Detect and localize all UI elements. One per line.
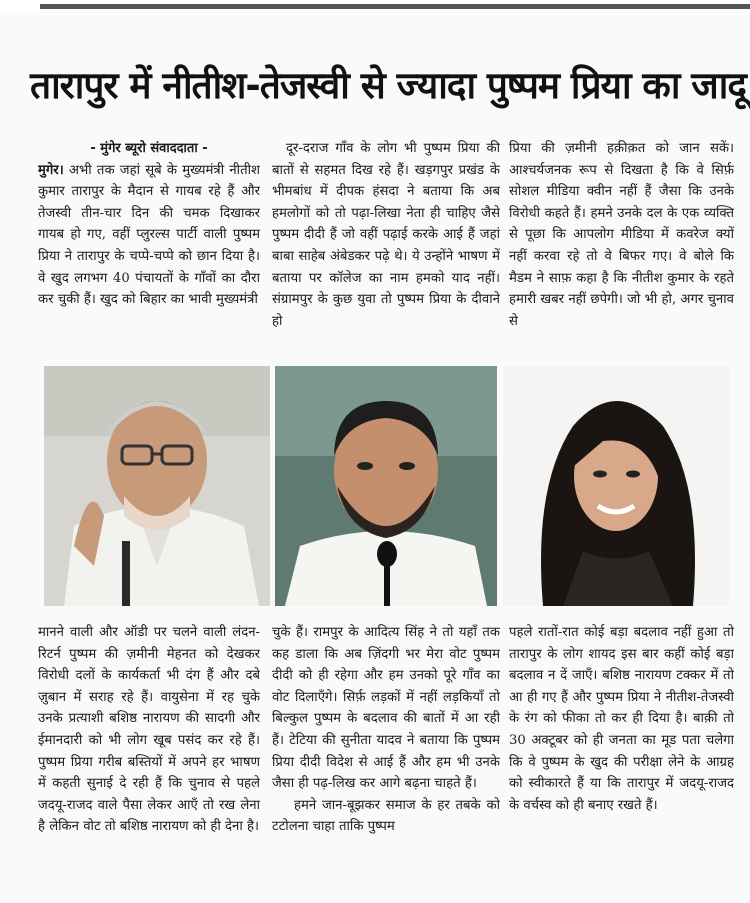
column-2-top bbox=[272, 138, 500, 353]
photo-tejashwi-yadav bbox=[275, 366, 497, 606]
column-3-top bbox=[509, 138, 734, 353]
paragraph-col2-bottom-b: हमने जान-बूझकर समाज के हर तबके को टटोलना चाहा ताकि पुष्पम bbox=[272, 797, 500, 835]
column-1-top bbox=[38, 138, 260, 353]
paragraph-col2-bottom-a: चुके हैं। रामपुर के आदित्य सिंह ने तो यहाँ तक कह डाला कि अब ज़िंदगी भर मेरा वोट पुष्पम दीदी को ही रहेगा और हम उनको पूरे गाँव का वोट दिलाएँगे। सिर्फ़ लड़कों में नहीं लड़कियाँ तो बिल्कुल पुष्पम के बदलाव की बातों में आ रही हैं। टेटिया की सुनीता यादव ने बताया कि पुष्पम प्रिया दीदी विदेश से आई हैं और हम भी उनके जैसा ही पढ़-लिख कर आगे बढ़ना चाहते हैं। bbox=[272, 625, 500, 792]
column-2-bottom bbox=[272, 622, 500, 892]
paragraph-col3-bottom: पहले रातों-रात कोई बड़ा बदलाव नहीं हुआ तो तारापुर के लोग शायद इस बार कहीं कोई बड़ा बदलाव न दें जाएँ। बशिष्ठ नारायण टक्कर में तो आ ही गए हैं और पुष्पम प्रिया ने नीतीश-तेजस्वी के रंग को फीका तो कर ही दिया है। बाक़ी तो 30 अक्टूबर को ही जनता का मूड पता चलेगा कि वे पुष्पम के खुद की परीक्षा लेने के आग्रह को स्वीकारते हैं या कि तारापुर में जदयू-राजद के वर्चस्व को ही बनाए रखते हैं। bbox=[509, 625, 734, 813]
paragraph-col3-top: प्रिया की ज़मीनी हक़ीक़त को जान सकें। आश्चर्यजनक रूप से दिखता है कि वे सिर्फ़ सोशल मीडिया क्वीन नहीं हैं जैसा कि उनके विरोधी कहते हैं। हमने उनके दल के एक व्यक्ति से पूछा कि आपलोग मीडिया में कवरेज क्यों नहीं करवा रहे तो वे बिफर गए। वे बोले कि मैडम ने साफ़ कहा है कि नीतीश कुमार के रहते हमारी खबर नहीं छपेगी। जो भी हो, अगर चुनाव से bbox=[509, 141, 734, 329]
lead-text: अभी तक जहां सूबे के मुख्यमंत्री नीतीश कुमार तारापुर के मैदान से गायब रहे हैं और तेजस्वी तीन-चार दिन की चमक दिखाकर गायब हो गए, वहीं प्लुरल्स पार्टी वाली पुष्पम प्रिया ने तारापुर के चप्पे-चप्पे को छान दिया है। वे खुद लगभग 40 पंचायतों के गाँवों का दौरा कर चुकी हैं। खुद को बिहार का भावी मुख्यमंत्री bbox=[38, 162, 260, 308]
photo-nitish-kumar bbox=[44, 366, 270, 606]
paragraph-lead bbox=[38, 160, 260, 311]
paragraph-col2-top: दूर-दराज गाँव के लोग भी पुष्पम प्रिया की बातों से सहमत दिख रहे हैं। खड़गपुर प्रखंड के भीमबांध में दीपक हंसदा ने बताया कि अब हमलोगों को तो पढ़ा-लिखा नेता ही चाहिए जैसे पुष्पम दीदी हैं जो वहीं पढ़ाई करके आई हैं जहां बाबा साहेब अंबेडकर पढ़े थे। ये उन्होंने भाषण में बताया पर कॉलेज का नाम हमको याद नहीं। संग्रामपुर के कुछ युवा तो पुष्पम प्रिया के दीवाने हो bbox=[272, 141, 500, 329]
column-1-bottom bbox=[38, 622, 260, 892]
photo-pushpam-priya bbox=[503, 366, 729, 606]
headline: तारापुर में नीतीश-तेजस्वी से ज्यादा पुष्पम प्रिया का जादू bbox=[30, 64, 746, 107]
byline: - मुंगेर ब्यूरो संवाददाता - bbox=[90, 141, 208, 156]
dateline: मुगेर। bbox=[38, 162, 64, 178]
column-3-bottom bbox=[509, 622, 734, 892]
top-rule-bar bbox=[0, 0, 750, 12]
top-rule bbox=[40, 4, 750, 9]
paragraph-col1-bottom: मानने वाली और ऑडी पर चलने वाली लंदन-रिटर्न पुष्पम की ज़मीनी मेहनत को देखकर विरोधी दलों के कार्यकर्ता भी दंग हैं और दबे ज़ुबान में सराह रहे हैं। वायुसेना में रह चुके उनके प्रत्याशी बशिष्ठ नारायण की सादगी और ईमानदारी को भी लोग खूब पसंद कर रहे हैं। पुष्पम प्रिया गरीब बस्तियों में अपने हर भाषण में कहती सुनाई दे रही हैं कि चुनाव से पहले जदयू-राजद वाले पैसा लेकर आएँ तो रख लेना है लेकिन वोट तो बशिष्ठ नारायण को ही देना है। bbox=[38, 625, 260, 835]
